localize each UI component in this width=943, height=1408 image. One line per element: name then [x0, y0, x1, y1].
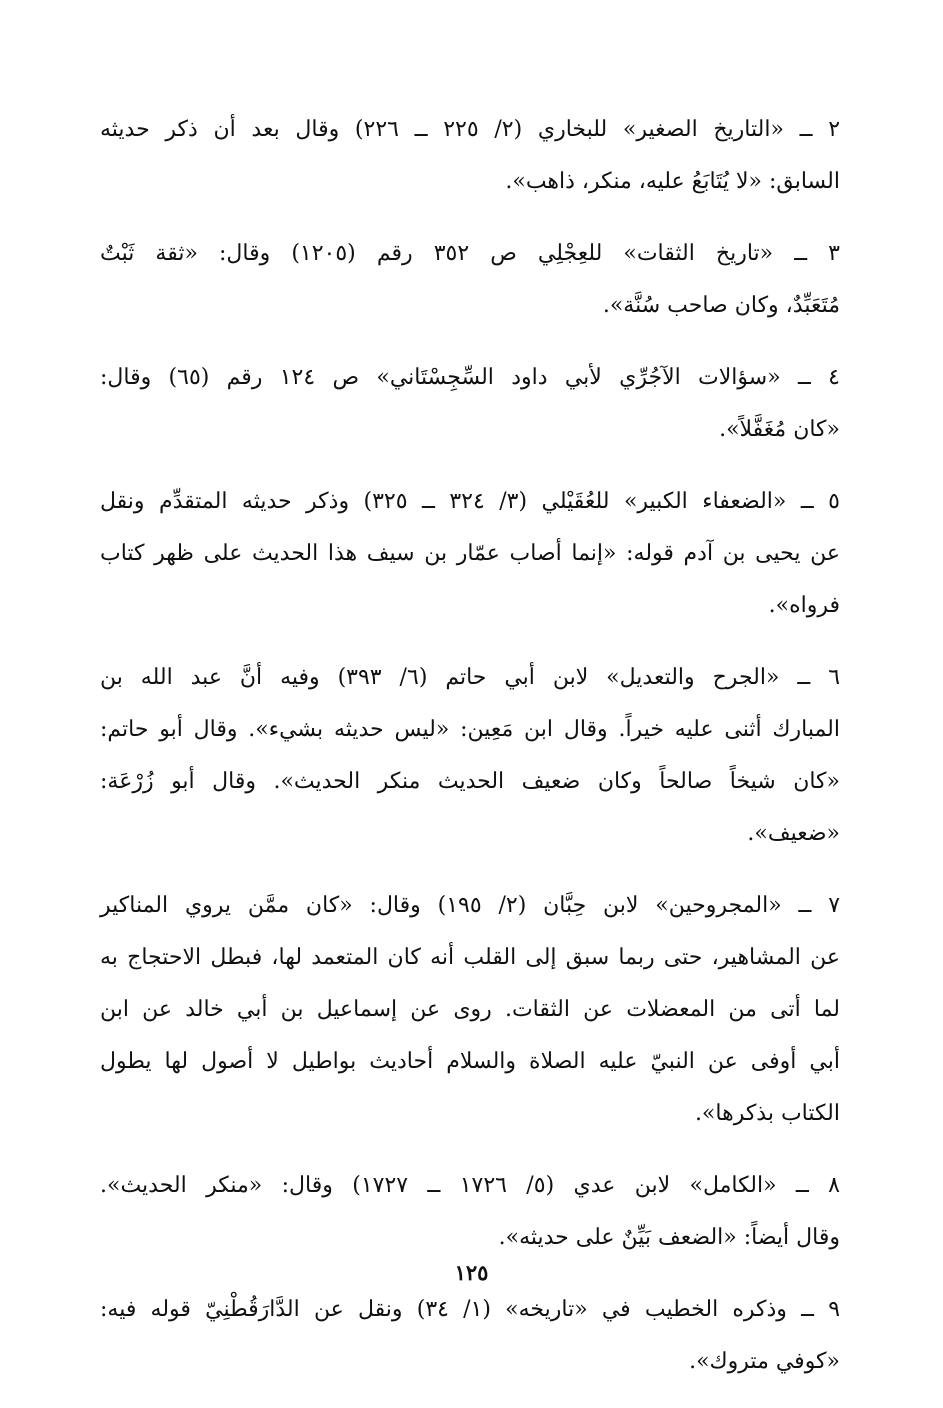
entry-line: ٢ ــ «التاريخ الصغير» للبخاري (٢/ ٢٢٥ ــ ٢٢٦) وقال بعد أن ذكر حديثه [100, 117, 841, 142]
page-number: ١٢٥ [454, 1260, 489, 1285]
entry-line: ٨ ــ «الكامل» لابن عدي (٥/ ١٧٢٦ ــ ١٧٢٧) وقال: «منكر الحديث». [100, 1173, 840, 1198]
entry-line: عن المشاهير، حتى ربما سبق إلى القلب أنه كان المتعمد لها، فبطل الاحتجاج به [100, 945, 840, 970]
entry-line: «كوفي متروك». [689, 1349, 840, 1374]
entry-line: ٧ ــ «المجروحين» لابن حِبَّان (٢/ ١٩٥) وقال: «كان ممَّن يروي المناكير [100, 893, 841, 918]
entry-4 [100, 352, 840, 456]
entry-2 [100, 104, 840, 208]
entry-line: فرواه». [768, 593, 840, 618]
entry-line: ٥ ــ «الضعفاء الكبير» للعُقَيْلي (٣/ ٣٢٤ ــ ٣٢٥) وذكر حديثه المتقدِّم ونقل [100, 489, 840, 514]
entry-line: ٦ ــ «الجرح والتعديل» لابن أبي حاتم (٦/ ٣٩٣) وفيه أنَّ عبد الله بن [100, 665, 841, 690]
entry-line: «كان مُغَفَّلاً». [719, 417, 840, 442]
entry-line: وقال أيضاً: «الضعف بَيِّنٌ على حديثه». [498, 1225, 840, 1250]
entry-5 [100, 476, 840, 632]
entry-3 [100, 228, 840, 332]
entry-line: ٣ ــ «تاريخ الثقات» للعِجْلِي ص ٣٥٢ رقم (١٢٠٥) وقال: «ثقة ثَبْتٌ [100, 241, 840, 266]
entry-line: الكتاب بذكرها». [694, 1101, 840, 1126]
entry-line: لما أتى من المعضلات عن الثقات. روى عن إسماعيل بن أبي خالد عن ابن [100, 997, 841, 1022]
entry-8 [100, 1160, 840, 1264]
entry-line: ٩ ــ وذكره الخطيب في «تاريخه» (١/ ٣٤) ونقل عن الدَّارَقُطْنِيّ قوله فيه: [100, 1297, 841, 1322]
entry-line: «ضعيف». [747, 821, 840, 846]
entry-line: ٤ ــ «سؤالات الآجُرِّي لأبي داود السِّجِسْتَاني» ص ١٢٤ رقم (٦٥) وقال: [100, 365, 840, 390]
entry-7 [100, 880, 840, 1140]
entry-line: أبي أوفى عن النبيّ عليه الصلاة والسلام أحاديث بواطيل لا أصول لها يطول [100, 1049, 840, 1074]
entry-line: «كان شيخاً صالحاً وكان ضعيف الحديث منكر الحديث». وقال أبو زُرْعَة: [100, 769, 840, 794]
entry-line: المبارك أثنى عليه خيراً. وقال ابن مَعِين: «ليس حديثه بشيء». وقال أبو حاتم: [100, 717, 840, 742]
entry-9 [100, 1284, 840, 1388]
entry-6 [100, 652, 840, 860]
entry-line: السابق: «لا يُتَابَعُ عليه، منكر، ذاهب». [505, 169, 840, 194]
page-body [100, 104, 840, 1408]
entry-line: مُتَعَبِّدٌ، وكان صاحب سُنَّة». [602, 293, 840, 318]
entry-line: عن يحيى بن آدم قوله: «إنما أصاب عمّار بن سيف هذا الحديث على ظهر كتاب [100, 541, 840, 566]
